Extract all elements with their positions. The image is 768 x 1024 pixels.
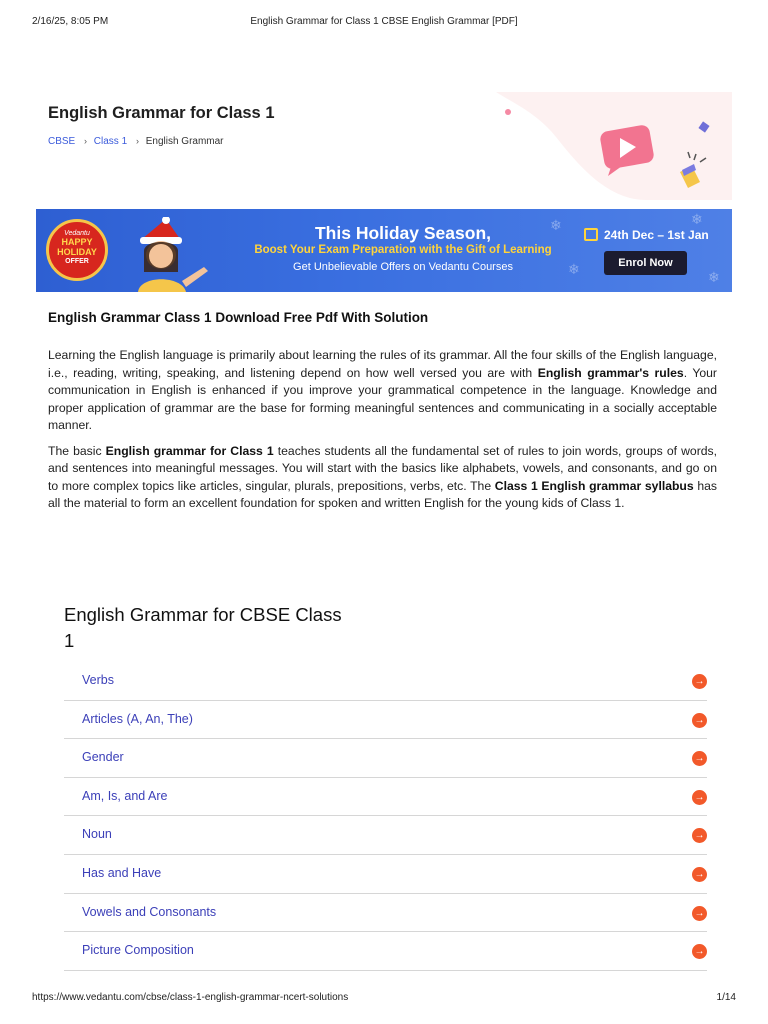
banner-title: This Holiday Season,	[314, 223, 492, 243]
print-footer	[32, 992, 736, 1006]
arrow-right-icon[interactable]: →	[692, 906, 707, 921]
offer-dates-text: 24th Dec – 1st Jan	[604, 228, 709, 242]
breadcrumb-class-1[interactable]: Class 1	[93, 136, 128, 147]
chevron-right-icon: ›	[84, 136, 88, 146]
snowflake-icon: ❄	[708, 269, 720, 285]
topic-label: Has and Have	[82, 865, 162, 880]
topic-label: Picture Composition	[82, 943, 194, 958]
topic-item-gender[interactable]	[64, 739, 707, 778]
topic-label: Verbs	[82, 673, 114, 687]
topics-heading: English Grammar for CBSE Class 1	[64, 604, 342, 651]
p2-text-a: The basic	[48, 443, 106, 458]
p1-bold: English grammar's rules	[537, 365, 684, 380]
snowflake-icon: ❄	[691, 211, 703, 227]
enrol-now-button[interactable]: Enrol Now	[604, 251, 687, 275]
topic-label: Gender	[82, 750, 124, 765]
arrow-right-icon[interactable]: →	[692, 828, 707, 843]
breadcrumb-cbse[interactable]: CBSE	[48, 136, 76, 147]
topic-item-noun[interactable]	[64, 816, 707, 855]
topic-item-am-is-are[interactable]	[64, 778, 707, 817]
badge-brand: Vedantu	[64, 230, 90, 237]
article-heading: English Grammar Class 1 Download Free Pdf With Solution	[48, 310, 429, 325]
topic-item-picture-composition[interactable]	[64, 932, 707, 971]
p2-text-c: teaches students all the fundamental set of rules to join words, groups of words, and sentences into meaningful messages. You will start with the basics like alphabets, vowels, and consonants, and go on to more complex topics like articles, singular, plurals, prepositions, verbs, etc. The	[48, 443, 718, 493]
hero-section	[36, 92, 732, 200]
p2-text-e: has all the material to form an excellent foundation for spoken and written English for the young kids of Class 1.	[48, 478, 717, 510]
article-paragraph-1	[48, 347, 717, 435]
topic-item-articles[interactable]	[64, 701, 707, 740]
topic-item-vowels-consonants[interactable]	[64, 894, 707, 933]
topic-label: Articles (A, An, The)	[82, 711, 193, 726]
arrow-right-icon[interactable]: →	[692, 867, 707, 882]
topics-list	[64, 602, 707, 971]
snowflake-icon: ❄	[550, 217, 562, 233]
p2-bold-2: Class 1 English grammar syllabus	[494, 478, 694, 493]
banner-note: Get Unbelievable Offers on Vedantu Courses	[293, 261, 513, 273]
holiday-offer-banner[interactable]	[36, 209, 732, 292]
breadcrumb	[48, 136, 224, 147]
print-doc-title: English Grammar for Class 1 CBSE English Grammar [PDF]	[250, 16, 518, 27]
p1-text-c: . Your communication in English is enhanced if you improve your grammatical competence in the language. Knowledge and proper application of grammar are the base for forming meaningful sentences and communicating in a socially acceptable manner.	[48, 365, 717, 432]
topics-items	[64, 662, 707, 971]
topic-label: Am, Is, and Are	[82, 788, 168, 803]
print-datetime: 2/16/25, 8:05 PM	[32, 16, 109, 27]
arrow-right-icon[interactable]: →	[692, 713, 707, 728]
offer-dates	[584, 228, 709, 242]
arrow-right-icon[interactable]: →	[692, 674, 707, 689]
topic-label: Noun	[82, 827, 112, 842]
badge-holiday: HOLIDAY	[57, 247, 97, 257]
print-header	[32, 16, 736, 30]
p2-bold-1: English grammar for Class 1	[105, 443, 274, 458]
chevron-right-icon: ›	[135, 136, 139, 146]
p1-text-a: Learning the English language is primarily about learning the rules of its grammar. All the four skills of the English language, i.e., reading, writing, speaking, and listening depend on how well versed you are with	[48, 348, 717, 380]
topic-label: Vowels and Consonants	[82, 904, 217, 919]
badge-happy: HAPPY	[61, 237, 93, 247]
arrow-right-icon[interactable]: →	[692, 944, 707, 959]
banner-subtitle: Boost Your Exam Preparation with the Gift of Learning	[254, 244, 552, 256]
page-title: English Grammar for Class 1	[48, 104, 275, 122]
print-url: https://www.vedantu.com/cbse/class-1-english-grammar-ncert-solutions	[32, 992, 349, 1003]
snowflake-icon: ❄	[568, 261, 580, 277]
article-paragraph-2	[48, 443, 717, 513]
arrow-right-icon[interactable]: →	[692, 790, 707, 805]
breadcrumb-current: English Grammar	[145, 136, 224, 147]
topic-item-verbs[interactable]	[64, 662, 707, 701]
arrow-right-icon[interactable]: →	[692, 751, 707, 766]
article-body	[48, 310, 717, 521]
badge-offer: OFFER	[65, 258, 89, 265]
calendar-icon	[584, 228, 598, 241]
topic-item-has-have[interactable]	[64, 855, 707, 894]
hero-illustration	[496, 92, 732, 200]
print-page-number: 1/14	[716, 992, 736, 1003]
